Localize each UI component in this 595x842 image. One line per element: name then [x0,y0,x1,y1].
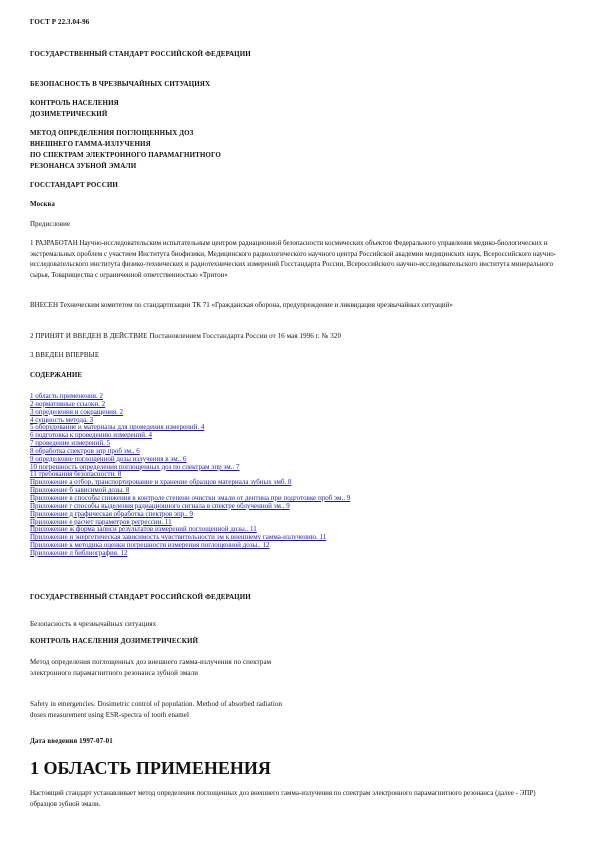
foreword-paragraph-submitted: ВНЕСЕН Техническим комитетом по стандартизации ТК 71 «Гражданская оборона, предупреждение и ликвидация чрезвычайных ситуаций» [30,301,453,309]
toc-heading: СОДЕРЖАНИЕ [30,371,83,379]
series-title: БЕЗОПАСНОСТЬ В ЧРЕЗВЫЧАЙНЫХ СИТУАЦИЯХ [30,80,211,88]
subtitle-line: ПО СПЕКТРАМ ЭЛЕКТРОННОГО ПАРАМАГНИТНОГО [30,151,221,159]
subtitle-line: РЕЗОНАНСА ЗУБНОЙ ЭМАЛИ [30,162,137,170]
toc-link[interactable]: 2 нормативные ссылки. 2 [30,399,106,408]
toc-link[interactable]: 4 сущность метода. 3 [30,415,94,424]
toc-link[interactable]: 7 проведение измерений. 5 [30,439,111,448]
section-1-text: Настоящий стандарт устанавливает метод определения поглощенных доз внешнего гамма-излучения по спектрам электронного парамагнитного резонанса (далее - ЭПР) образцов зубной эмали. [30,789,536,808]
toc-link[interactable]: 10 погрешность определения поглощенных доз по спектрам эпр эм.. 7 [30,462,240,471]
toc-link[interactable]: Приложение и энергетическая зависимость чувствительности эм к внешнему гамма-излучению. 11 [30,533,327,542]
section-1-heading: 1 ОБЛАСТЬ ПРИМЕНЕНИЯ [30,758,271,778]
title-2: КОНТРОЛЬ НАСЕЛЕНИЯ ДОЗИМЕТРИЧЕСКИЙ [30,637,199,645]
city: Москва [30,200,56,208]
doc-code: ГОСТ Р 22.3.04-96 [30,18,90,26]
intro-date: Дата введения 1997-07-01 [30,737,113,745]
toc-link[interactable]: Приложение а отбор, транспортирование и хранение образцов материала зубных эмб. 8 [30,478,292,487]
toc-link[interactable]: 6 подготовка к проведению измерений. 4 [30,431,152,440]
english-title-line: doses measurement using ESR-spectra of tooth enamel [30,711,190,719]
header-standard-2: ГОСУДАРСТВЕННЫЙ СТАНДАРТ РОССИЙСКОЙ ФЕДЕРАЦИИ [30,593,251,601]
toc-link[interactable]: Приложение д графическая обработка спектров эпр.. 9 [30,509,193,518]
toc-link[interactable]: 9 определение поглощенной дозы излучения в эм.. 6 [30,454,187,463]
publisher: ГОССТАНДАРТ РОССИИ [30,181,118,189]
toc-link[interactable]: 1 область применения. 2 [30,392,103,400]
toc-link[interactable]: Приложение к методика оценки погрешности измерения поглощенной дозы.. 12 [30,541,270,550]
foreword-heading: Предисловие [30,220,71,228]
english-title-line: Safety in emergencies. Dosimetric control of population. Method of absorbed radiation [30,700,283,708]
toc-link[interactable]: Приложение б зависимой дозы. 8 [30,486,130,495]
toc-link[interactable]: Приложение в способы снижения в контроле степени очистки эмали от дентина при подготовке проб эм.. 9 [30,493,351,502]
title-line: ДОЗИМЕТРИЧЕСКИЙ [30,110,108,118]
toc-link[interactable]: Приложение л библиография. 12 [30,548,128,557]
foreword-paragraph-3: 3 ВВЕДЕН ВПЕРВЫЕ [30,351,100,359]
subtitle-line: МЕТОД ОПРЕДЕЛЕНИЯ ПОГЛОЩЕННЫХ ДОЗ [30,129,194,137]
toc-link[interactable]: 11 требования безопасности. 8 [30,470,122,479]
title-line: КОНТРОЛЬ НАСЕЛЕНИЯ [30,99,119,107]
subtitle-line: ВНЕШНЕГО ГАММА-ИЗЛУЧЕНИЯ [30,140,151,148]
header-standard: ГОСУДАРСТВЕННЫЙ СТАНДАРТ РОССИЙСКОЙ ФЕДЕРАЦИИ [30,50,251,58]
toc-link[interactable]: 3 определения и сокращения. 2 [30,407,124,416]
foreword-paragraph-2: 2 ПРИНЯТ И ВВЕДЕН В ДЕЙСТВИЕ Постановлением Госстандарта России от 16 мая 1996 г. № 320 [30,332,342,340]
method-line: Метод определения поглощенных доз внешнего гамма-излучения по спектрам [30,658,272,666]
series-title-2: Безопасность в чрезвычайных ситуациях [30,620,157,628]
method-line: электронного парамагнитного резонанса зубной эмали [30,669,199,677]
toc-link[interactable]: Приложение е расчет параметров регрессии. 11 [30,517,172,526]
table-of-contents [30,393,550,558]
foreword-paragraph-1: 1 РАЗРАБОТАН Научно-исследовательским испытательным центром радиационной безопасности космических объектов Федерального управления медико-биологических и экстремальных проблем с участием Института биофизики, Медицинского радиологического научного центра Российской академии медицинских наук, Всероссийского научно-исследовательского института физико-технических и радиотехнических измерений Госстандарта России, Всероссийского научно-исследовательского института минерального сырья, Товарищества с ограниченной ответственностью «Тритон» [30,239,557,279]
toc-link[interactable]: Приложение г способы выделения радиационного сигнала в спектре облученной эм.. 9 [30,501,290,510]
toc-link[interactable]: 8 обработка спектров эпр проб эм.. 6 [30,446,140,455]
toc-link[interactable]: 5 оборудование и материалы для проведения измерений. 4 [30,423,205,432]
toc-link[interactable]: Приложение ж форма записи результатов измерений поглощенной дозы.. 11 [30,525,257,534]
